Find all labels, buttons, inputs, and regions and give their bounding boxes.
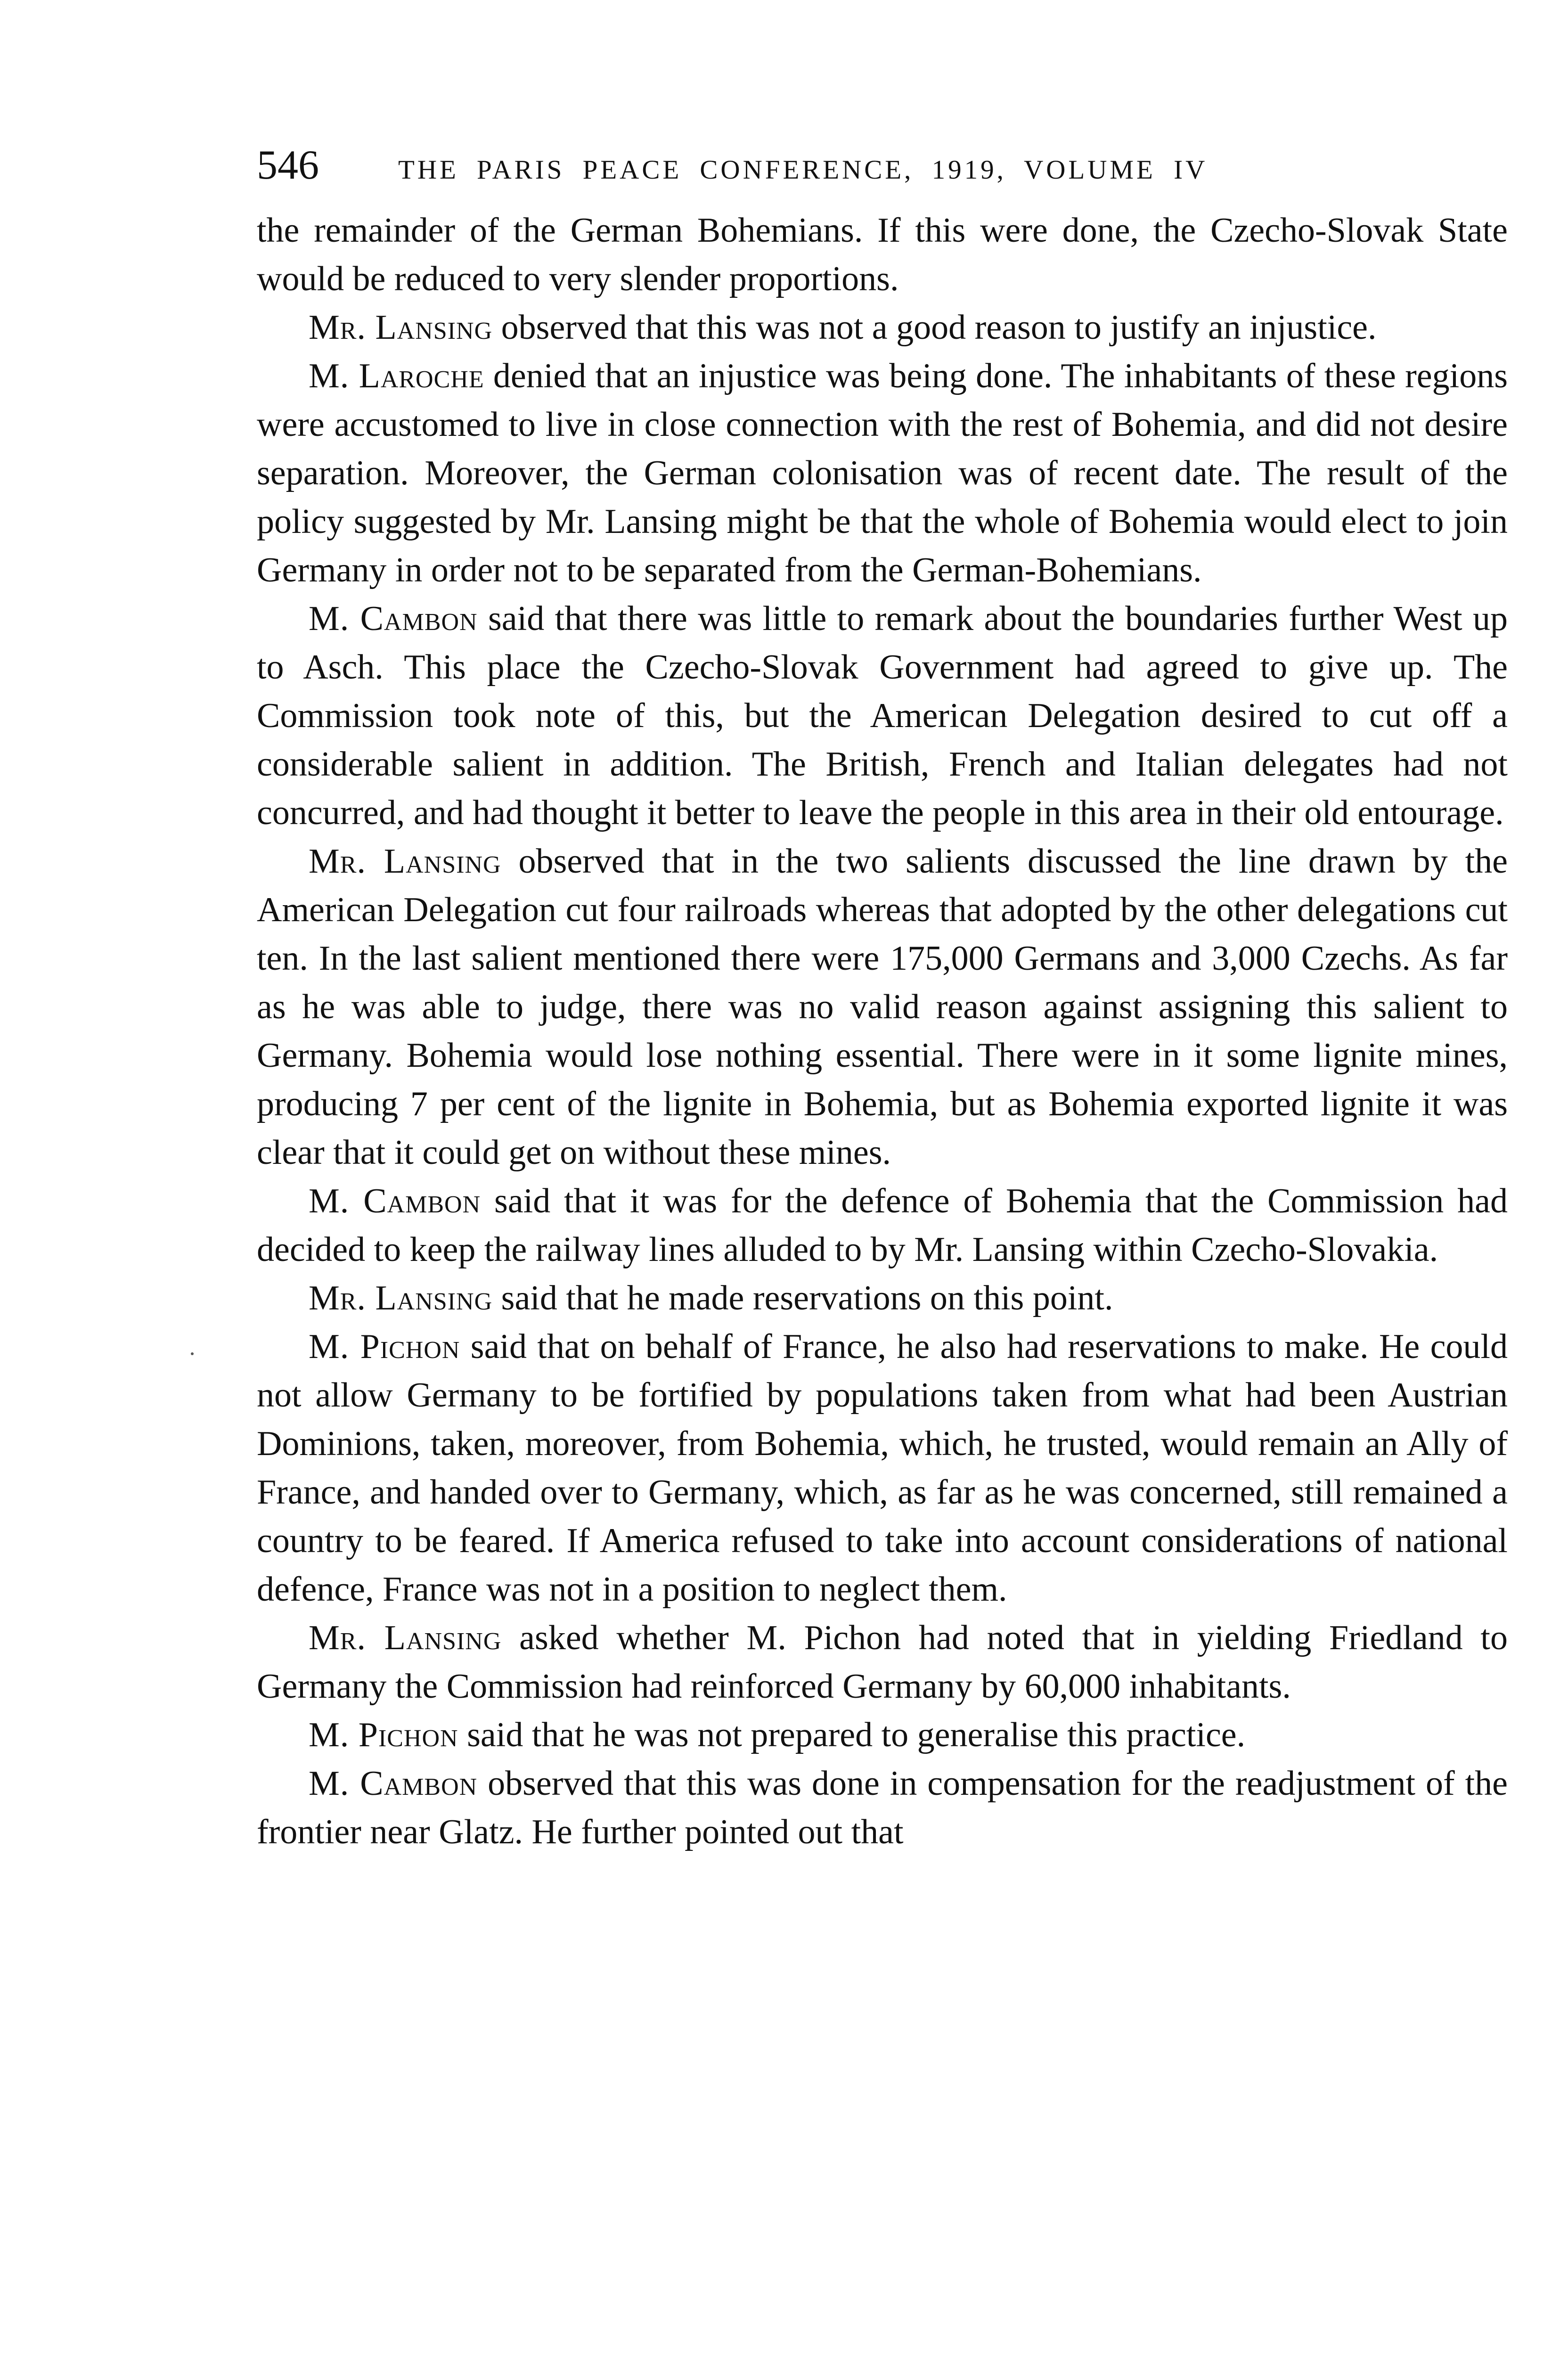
paragraph-text: asked whether M. Pichon had noted that in yielding Friedland to Germany the Commission had reinforced Germany by 60,000 inhabitants. xyxy=(257,1619,1508,1706)
speaker-name: Mr. Lansing xyxy=(309,1279,493,1317)
paragraph-text: observed that in the two salients discussed the line drawn by the American Delegation cut four railroads whereas that adopted by the other delegations cut ten. In the last salient mentioned there were 175,000 Germans and 3,000 Czechs. As far as he was able to judge, there was no valid reason against assigning this salient to Germany. Bohemia would lose nothing essential. There were in it some lignite mines, producing 7 per cent of the lignite in Bohemia, but as Bohemia exported lignite it was clear that it could get on without these mines. xyxy=(257,842,1508,1172)
paragraph-text: said that he made reservations on this point. xyxy=(492,1279,1113,1317)
paragraph xyxy=(257,1274,1508,1323)
paragraph xyxy=(257,1177,1508,1274)
scan-speck xyxy=(191,1352,194,1355)
speaker-name: M. Cambon xyxy=(309,599,478,638)
speaker-name: M. Laroche xyxy=(309,357,484,395)
paragraph xyxy=(257,1614,1508,1711)
paragraph xyxy=(257,352,1508,595)
running-head-title: THE PARIS PEACE CONFERENCE, 1919, VOLUME IV xyxy=(398,155,1208,185)
paragraph xyxy=(257,206,1508,303)
body-text xyxy=(257,206,1508,1857)
document-page xyxy=(257,141,1508,1857)
paragraph-text: observed that this was not a good reason to justify an injustice. xyxy=(492,308,1377,347)
speaker-name: Mr. Lansing xyxy=(309,842,501,881)
paragraph-text: said that he was not prepared to generalise this practice. xyxy=(458,1716,1246,1754)
paragraph xyxy=(257,1759,1508,1857)
paragraph-text: the remainder of the German Bohemians. If this were done, the Czecho-Slovak State would be reduced to very slender proportions. xyxy=(257,211,1508,298)
running-head xyxy=(257,141,1508,198)
page-number: 546 xyxy=(257,142,319,188)
speaker-name: Mr. Lansing xyxy=(309,1619,502,1657)
paragraph-text: said that it was for the defence of Bohemia that the Commission had decided to keep the railway lines alluded to by Mr. Lansing within Czecho-Slovakia. xyxy=(257,1182,1508,1269)
paragraph xyxy=(257,595,1508,837)
paragraph-text: observed that this was done in compensation for the readjustment of the frontier near Glatz. He further pointed out that xyxy=(257,1764,1508,1851)
paragraph xyxy=(257,837,1508,1177)
paragraph-text: said that there was little to remark about the boundaries further West up to Asch. This place the Czecho-Slovak Government had agreed to give up. The Commission took note of this, but the American Delegation desired to cut off a considerable salient in addition. The British, French and Italian delegates had not concurred, and had thought it better to leave the people in this area in their old entourage. xyxy=(257,599,1508,832)
paragraph-text: denied that an injustice was being done. The inhabitants of these regions were accustomed to live in close connection with the rest of Bohemia, and did not desire separation. Moreover, the German colonisation was of recent date. The result of the policy suggested by Mr. Lansing might be that the whole of Bohemia would elect to join Germany in order not to be separated from the German-Bohemians. xyxy=(257,357,1508,589)
paragraph xyxy=(257,1711,1508,1759)
speaker-name: M. Cambon xyxy=(309,1764,478,1803)
speaker-name: M. Pichon xyxy=(309,1716,458,1754)
speaker-name: M. Pichon xyxy=(309,1327,460,1366)
paragraph xyxy=(257,303,1508,352)
speaker-name: Mr. Lansing xyxy=(309,308,493,347)
paragraph-text: said that on behalf of France, he also had reservations to make. He could not allow Germany to be fortified by populations taken from what had been Austrian Dominions, taken, moreover, from Bohemia, which, he trusted, would remain an Ally of France, and handed over to Germany, which, as far as he was concerned, still remained a country to be feared. If America refused to take into account considerations of national defence, France was not in a position to neglect them. xyxy=(257,1327,1508,1609)
speaker-name: M. Cambon xyxy=(309,1182,481,1220)
paragraph xyxy=(257,1323,1508,1614)
